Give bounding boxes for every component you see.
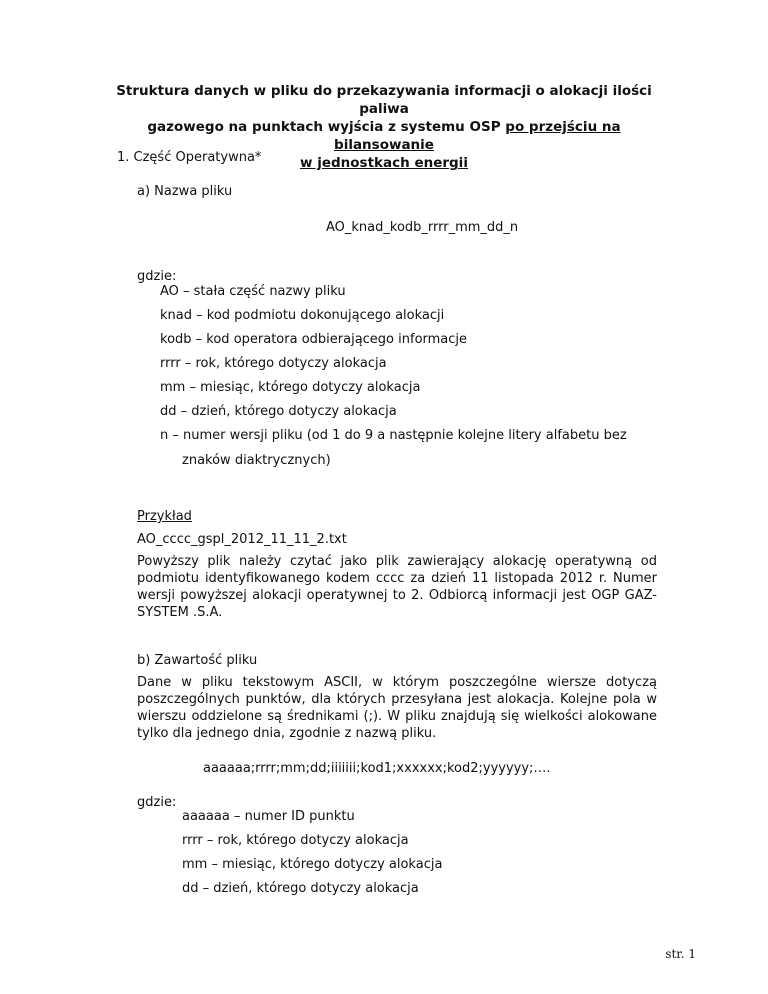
part-b-item: mm – miesiąc, którego dotyczy alokacja bbox=[182, 857, 443, 872]
section-1-heading: 1. Część Operatywna* bbox=[117, 150, 262, 165]
example-heading: Przykład bbox=[137, 509, 192, 524]
part-a-item: kodb – kod operatora odbierającego informacje bbox=[160, 332, 468, 347]
part-b-item: rrrr – rok, którego dotyczy alokacja bbox=[182, 833, 409, 848]
part-b-heading: b) Zawartość pliku bbox=[137, 653, 258, 668]
part-a-heading: a) Nazwa pliku bbox=[137, 184, 233, 199]
part-a-item: mm – miesiąc, którego dotyczy alokacja bbox=[160, 380, 421, 395]
part-a-item: dd – dzień, którego dotyczy alokacja bbox=[160, 404, 397, 419]
part-b-item: dd – dzień, którego dotyczy alokacja bbox=[182, 881, 419, 896]
part-a-item: AO – stała część nazwy pliku bbox=[160, 284, 346, 299]
record-format: aaaaaa;rrrr;mm;dd;iiiiiii;kod1;xxxxxx;kod2;yyyyyy;…. bbox=[203, 761, 551, 776]
part-a-item: rrrr – rok, którego dotyczy alokacja bbox=[160, 356, 387, 371]
part-a-item-continuation: znaków diaktrycznych) bbox=[182, 453, 331, 468]
part-b-description: Dane w pliku tekstowym ASCII, w którym poszczególne wiersze dotyczą poszczególnych punktów, dla których przesyłana jest alokacja. Kolejne pola w wierszu oddzielone są średnikami (;). W pliku znajdują się wielkości alokowane tylko dla jednego dnia, zgodnie z nazwą pliku. bbox=[137, 675, 657, 741]
example-filename: AO_cccc_gspl_2012_11_11_2.txt bbox=[137, 532, 347, 547]
filename-pattern: AO_knad_kodb_rrrr_mm_dd_n bbox=[326, 220, 519, 235]
part-b-item: aaaaaa – numer ID punktu bbox=[182, 809, 355, 824]
part-a-gdzie: gdzie: bbox=[137, 269, 177, 284]
part-b-gdzie: gdzie: bbox=[137, 795, 177, 810]
example-description: Powyższy plik należy czytać jako plik zawierający alokację operatywną od podmiotu identyfikowanego kodem cccc za dzień 11 listopada 2012 r. Numer wersji powyższej alokacji operatywnej to 2. Odbiorcą informacji jest OGP GAZ-SYSTEM .S.A. bbox=[137, 554, 657, 620]
page-number: str. 1 bbox=[665, 947, 696, 961]
title-line-2-text: gazowego na punktach wyjścia z systemu OSP bbox=[147, 119, 506, 135]
part-a-item: knad – kod podmiotu dokonującego alokacji bbox=[160, 308, 445, 323]
title-line-3: w jednostkach energii bbox=[300, 155, 468, 171]
title-line-2-underlined: po przejściu na bilansowanie bbox=[334, 119, 621, 153]
part-a-item: n – numer wersji pliku (od 1 do 9 a następnie kolejne litery alfabetu bez bbox=[160, 428, 627, 443]
title-line-1: Struktura danych w pliku do przekazywania informacji o alokacji ilości paliwa bbox=[116, 83, 652, 117]
